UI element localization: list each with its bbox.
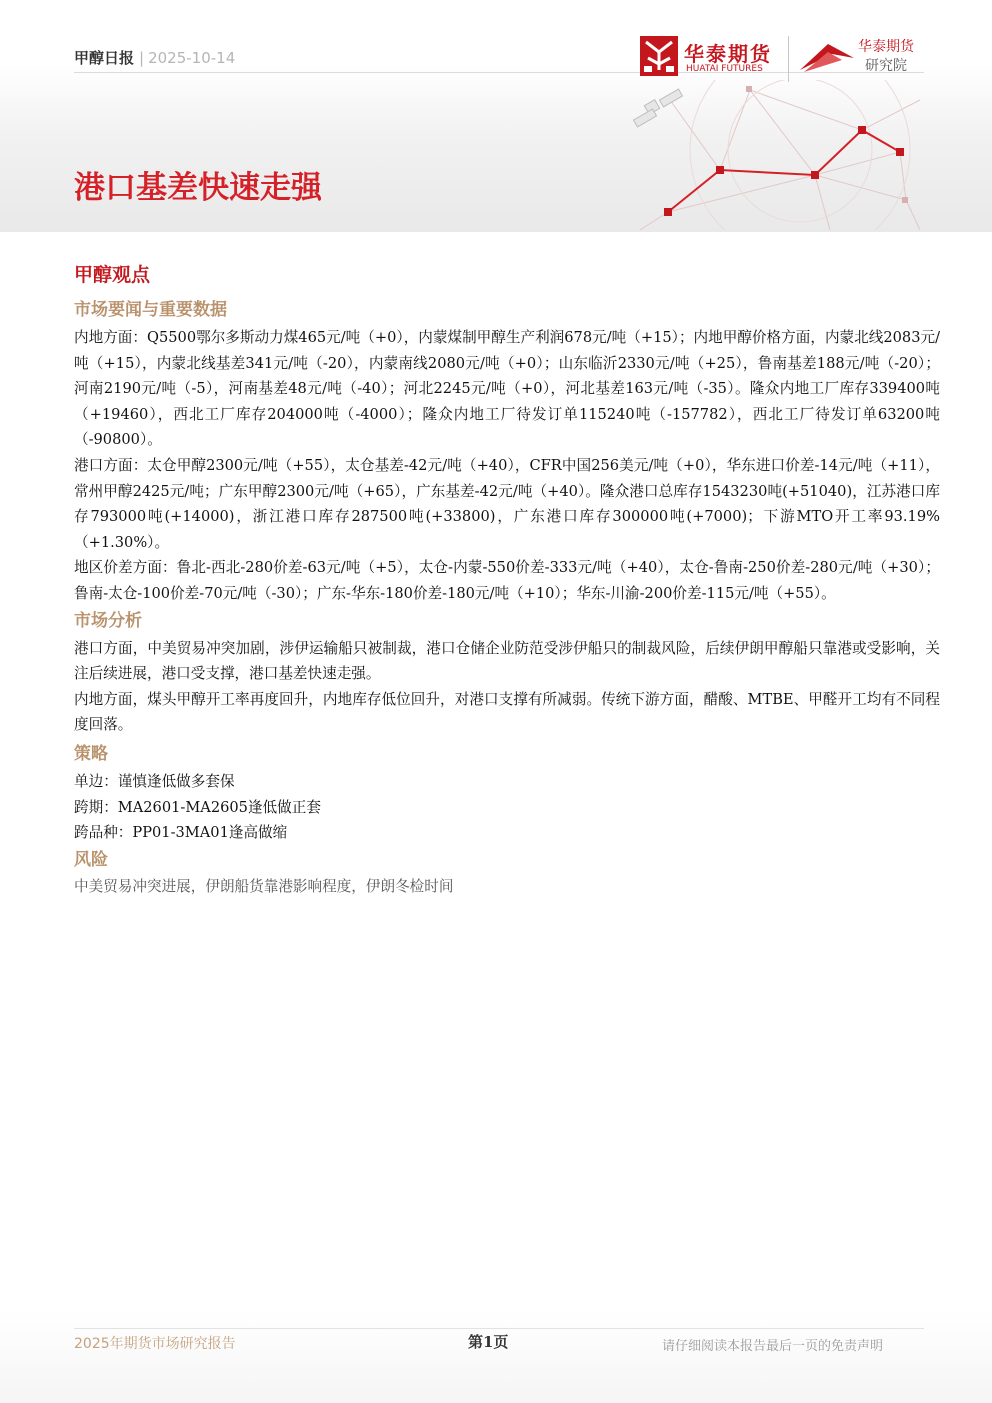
- network-decoration-icon: [600, 80, 930, 230]
- report-date: 2025-10-14: [148, 49, 236, 67]
- strategy-cross-product: 跨品种：PP01-3MA01逢高做缩: [74, 824, 288, 842]
- risk-heading: 风险: [74, 849, 108, 870]
- huatai-logo-icon: [640, 36, 678, 76]
- institute-logo-icon: [798, 40, 856, 74]
- institute-name-line1: 华泰期货: [858, 39, 914, 55]
- page-number: 第1页: [468, 1333, 509, 1351]
- section-title: 甲醇观点: [74, 264, 151, 286]
- footer-divider: [74, 1328, 924, 1329]
- market-news-heading: 市场要闻与重要数据: [74, 300, 227, 320]
- risk-text: 中美贸易冲突进展，伊朗船货靠港影响程度，伊朗冬检时间: [74, 877, 454, 895]
- strategy-single-side: 单边：谨慎逢低做多套保: [74, 772, 235, 790]
- header-divider: [74, 72, 924, 73]
- analysis-port: 港口方面，中美贸易冲突加剧，涉伊运输船只被制裁，港口仓储企业防范受涉伊船只的制裁风险，后续伊朗甲醇船只靠港或受影响，关注后续进展，港口受支撑，港口基差快速走强。: [74, 639, 940, 683]
- analysis-inland: 内地方面，煤头甲醇开工率再度回升，内地库存低位回升，对港口支撑有所减弱。传统下游方面，醋酸、MTBE、甲醛开工均有不同程度回落。: [74, 690, 940, 734]
- page-title: 港口基差快速走强: [74, 170, 322, 206]
- paragraph-port: 港口方面：太仓甲醇2300元/吨（+55），太仓基差-42元/吨（+40），CFR中国256美元/吨（+0），华东进口价差-14元/吨（+11），常州甲醇2425元/吨；广东甲醇2300元/吨（+65），广东基差-42元/吨（+40）。隆众港口总库存1543230吨(+51040)，江苏港口库存793000吨(+14000)，浙江港口库存287500吨(+33800)，广东港口库存300000吨(+7000)；下游MTO开工率93.19%（+1.30%）。: [74, 456, 940, 551]
- disclaimer-note: 请仔细阅读本报告最后一页的免责声明: [662, 1339, 884, 1354]
- brand-name-cn: 华泰期货: [684, 42, 772, 66]
- paragraph-inland: 内地方面：Q5500鄂尔多斯动力煤465元/吨（+0），内蒙煤制甲醇生产利润678元/吨（+15）；内地甲醇价格方面，内蒙北线2083元/吨（+15），内蒙北线基差341元/吨（-20），内蒙南线2080元/吨（+0）；山东临沂2330元/吨（+25），鲁南基差188元/吨（-20）；河南2190元/吨（-5），河南基差48元/吨（-40）；河北2245元/吨（+0），河北基差163元/吨（-35）。隆众内地工厂库存339400吨（+19460），西北工厂库存204000吨（-4000）；隆众内地工厂待发订单115240吨（-157782），西北工厂待发订单63200吨（-90800）。: [74, 329, 940, 449]
- paragraph-regional-spread: 地区价差方面：鲁北-西北-280价差-63元/吨（+5），太仓-内蒙-550价差-333元/吨（+40），太仓-鲁南-250价差-280元/吨（+30）；鲁南-太仓-100价差-70元/吨（-30）；广东-华东-180价差-180元/吨（+10）；华东-川渝-200价差-115元/吨（+55）。: [74, 559, 940, 602]
- institute-name-line2: 研究院: [865, 58, 907, 74]
- institute-name: [858, 38, 914, 76]
- brand-name-en: HUATAI FUTURES: [686, 64, 763, 74]
- strategy-calendar-spread: 跨期：MA2601-MA2605逢低做正套: [74, 798, 321, 816]
- strategy-heading: 策略: [74, 743, 108, 764]
- report-type: 甲醇日报: [74, 49, 135, 67]
- header-separator: |: [139, 49, 145, 67]
- report-body: [74, 298, 940, 900]
- footer-band: [0, 1310, 992, 1403]
- footer-report-name: 2025年期货市场研究报告: [74, 1336, 236, 1352]
- report-type-label: [74, 47, 235, 68]
- market-analysis-heading: 市场分析: [74, 610, 142, 631]
- logo-divider: [788, 36, 789, 82]
